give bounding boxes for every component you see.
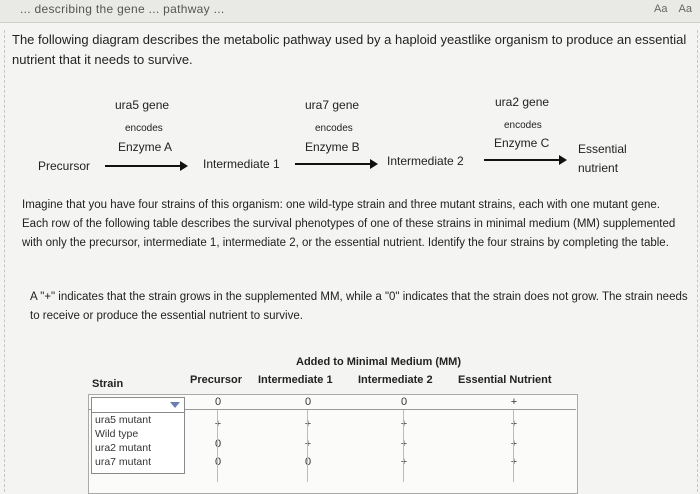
arrow-enzyme-b bbox=[295, 163, 371, 165]
enzyme-label-2: Enzyme B bbox=[305, 140, 360, 154]
intermediate2-label: Intermediate 2 bbox=[387, 154, 464, 168]
encodes-label-3: encodes bbox=[504, 120, 542, 131]
arrow-enzyme-a bbox=[105, 165, 181, 167]
col-header-intermediate1: Intermediate 1 bbox=[258, 374, 333, 386]
table-cell: 0 bbox=[304, 456, 312, 468]
strain-dropdown[interactable] bbox=[91, 397, 185, 413]
header-title: ... describing the gene ... pathway ... bbox=[20, 2, 225, 16]
table-cell: + bbox=[400, 456, 408, 468]
col-header-essential: Essential Nutrient bbox=[458, 374, 552, 386]
gene-label-3: ura2 gene bbox=[495, 95, 550, 109]
table-cell: + bbox=[510, 396, 518, 408]
table-cell: + bbox=[304, 418, 312, 430]
strain-header: Strain bbox=[92, 378, 124, 390]
column-divider bbox=[307, 410, 308, 482]
strain-option[interactable]: ura7 mutant bbox=[95, 456, 152, 468]
strain-option[interactable]: ura2 mutant bbox=[95, 442, 152, 454]
enzyme-label-1: Enzyme A bbox=[118, 140, 173, 154]
text-size-controls[interactable] bbox=[646, 3, 692, 15]
column-divider bbox=[217, 410, 218, 482]
table-cell: + bbox=[400, 438, 408, 450]
encodes-label-1: encodes bbox=[125, 123, 163, 134]
intermediate1-label: Intermediate 1 bbox=[203, 157, 280, 171]
table-cell: + bbox=[510, 418, 518, 430]
super-header: Added to Minimal Medium (MM) bbox=[296, 356, 461, 368]
table-cell: + bbox=[510, 438, 518, 450]
top-bar bbox=[0, 0, 700, 23]
intro-text: The following diagram describes the metabolic pathway used by a haploid yeastlike organism to produce an essential nutrient that it needs to survive. bbox=[12, 32, 687, 67]
table-cell: 0 bbox=[214, 456, 222, 468]
table-cell: + bbox=[510, 456, 518, 468]
gene-label-1: ura5 gene bbox=[115, 98, 170, 112]
strain-option[interactable]: ura5 mutant bbox=[95, 414, 152, 426]
phenotype-table bbox=[0, 350, 700, 492]
table-cell: + bbox=[214, 418, 222, 430]
enzyme-label-3: Enzyme C bbox=[494, 136, 550, 150]
column-divider bbox=[403, 410, 404, 482]
pathway-diagram bbox=[0, 90, 700, 190]
precursor-label: Precursor bbox=[38, 159, 91, 173]
table-cell: 0 bbox=[400, 396, 408, 408]
strain-options-list[interactable] bbox=[91, 412, 185, 474]
gene-label-2: ura7 gene bbox=[305, 98, 360, 112]
table-cell: 0 bbox=[304, 396, 312, 408]
text-size-small-button[interactable]: Aa bbox=[654, 3, 668, 15]
table-cell: 0 bbox=[214, 438, 222, 450]
strain-option[interactable]: Wild type bbox=[95, 428, 139, 440]
legend-instructions: A "+" indicates that the strain grows in the supplemented MM, while a "0" indicates that the strain does not grow. The strain needs to receive or produce the essential nutrient to survive. bbox=[30, 291, 688, 322]
table-cell: 0 bbox=[214, 396, 222, 408]
encodes-label-2: encodes bbox=[315, 123, 353, 134]
chevron-down-icon bbox=[170, 402, 180, 408]
table-cell: + bbox=[400, 418, 408, 430]
nutrient-label: nutrient bbox=[578, 161, 619, 175]
essential-label: Essential bbox=[578, 142, 627, 156]
arrow-enzyme-c bbox=[484, 159, 560, 161]
col-header-precursor: Precursor bbox=[190, 374, 242, 386]
table-cell: + bbox=[304, 438, 312, 450]
column-divider bbox=[513, 410, 514, 482]
question-instructions: Imagine that you have four strains of this organism: one wild-type strain and three mutant strains, each with one mutant gene. Each row of the following table describes the survival phenotypes of one of these strains in minimal medium (MM) supplemented with only the precursor, intermediate 1, intermediate 2, or the essential nutrient. Identify the four strains by completing the table. bbox=[22, 199, 676, 249]
col-header-intermediate2: Intermediate 2 bbox=[358, 374, 433, 386]
text-size-large-button[interactable]: Aa bbox=[678, 3, 692, 15]
